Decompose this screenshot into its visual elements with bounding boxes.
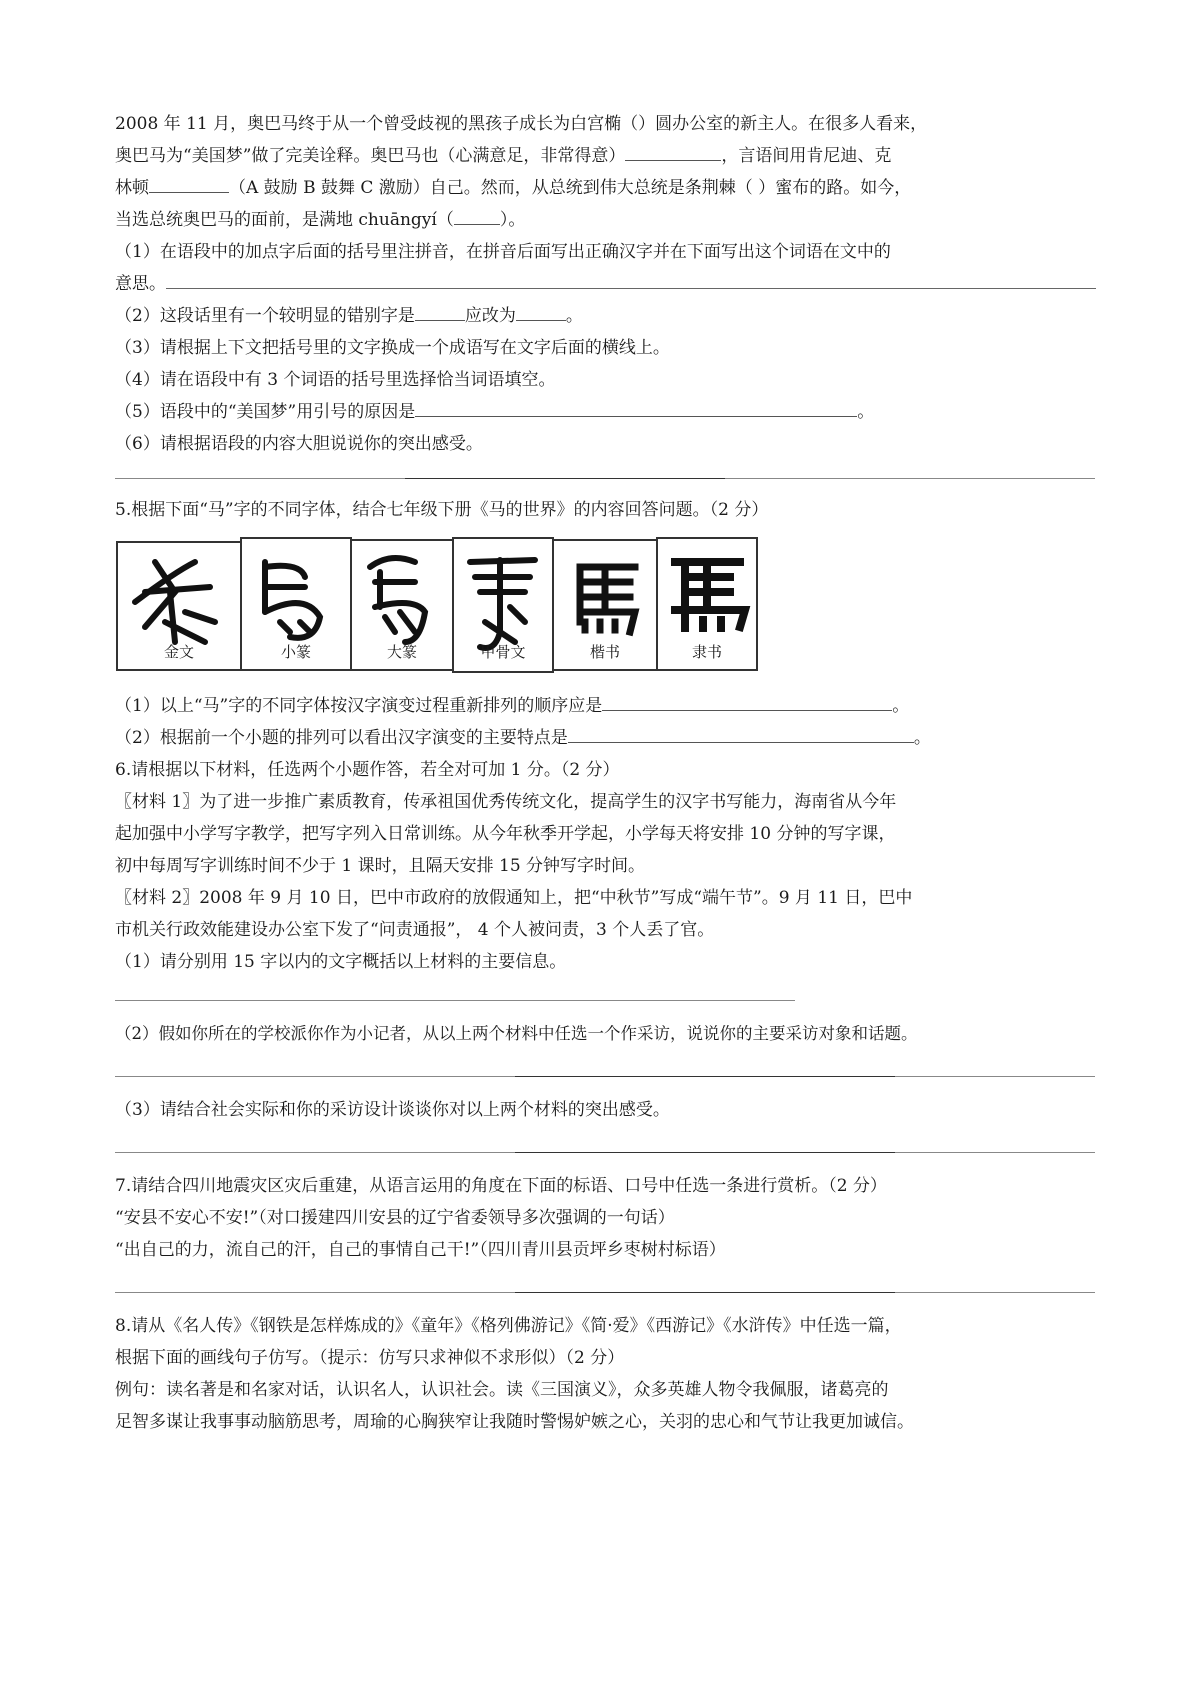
q8-example: 例句：读名著是和名家对话，认识名人，认识社会。读《三国演义》，众多英雄人物令我佩服，诸葛亮的	[115, 1380, 889, 1400]
passage-line-3	[115, 172, 1095, 204]
answer-blank[interactable]	[454, 204, 500, 225]
q6-sub-3: （3）请结合社会实际和你的采访设计谈谈你对以上两个材料的突出感受。	[115, 1100, 670, 1120]
q8-title-cont: 根据下面的画线句子仿写。（提示：仿写只求神似不求形似）（2 分）	[115, 1348, 625, 1368]
q6-title: 6.请根据以下材料，任选两个小题作答，若全对可加 1 分。（2 分）	[115, 760, 620, 780]
answer-line[interactable]	[115, 1266, 1095, 1310]
answer-line[interactable]	[115, 1050, 1095, 1094]
q8-title: 8.请从《名人传》《钢铁是怎样炼成的》《童年》《格列佛游记》《简·爱》《西游记》《水浒传》中任选一篇，	[115, 1316, 902, 1336]
passage-text: 当选总统奥巴马的面前，是满地 chuāngyí（	[115, 210, 454, 230]
answer-line[interactable]	[115, 1126, 1095, 1170]
q7-title: 7.请结合四川地震灾区灾后重建，从语言运用的角度在下面的标语、口号中任选一条进行赏析。（2 分）	[115, 1176, 887, 1196]
q8-example-cont: 足智多谋让我事事动脑筋思考，周瑜的心胸狭窄让我随时警惕妒嫉之心，关羽的忠心和气节让我更加诚信。	[115, 1412, 914, 1432]
answer-blank[interactable]	[516, 300, 566, 321]
q4-sub-2	[115, 300, 1095, 332]
q4-sub-6: （6）请根据语段的内容大胆说说你的突出感受。	[115, 434, 483, 454]
q4-sub-4: （4）请在语段中有 3 个词语的括号里选择恰当词语填空。	[115, 370, 556, 390]
q6-material-1-cont: 初中每周写字训练时间不少于 1 课时，且隔天安排 15 分钟写字时间。	[115, 856, 646, 876]
q6-material-1-cont: 起加强中小学写字教学，把写字列入日常训练。从今年秋季开学起，小学每天将安排 10 分钟的写字课，	[115, 824, 896, 844]
q4-sub-1: （1）在语段中的加点字后面的括号里注拼音，在拼音后面写出正确汉字并在下面写出这个词语在文中的	[115, 242, 891, 262]
q7-slogan-2: “出自己的力，流自己的汗，自己的事情自己干!”（四川青川县贡坪乡枣树村标语）	[115, 1240, 726, 1260]
q-text: （5）语段中的“美国梦”用引号的原因是	[115, 402, 416, 422]
script-label-dazhuan: 大篆	[386, 643, 417, 661]
q-text: 。	[892, 696, 910, 716]
answer-line[interactable]	[166, 268, 1096, 289]
script-label-lishu: 隶书	[691, 643, 722, 661]
answer-line[interactable]	[115, 978, 1095, 1018]
q-text: （1）以上“马”字的不同字体按汉字演变过程重新排列的顺序应是	[115, 696, 603, 716]
ma-script-figure	[115, 532, 797, 682]
answer-blank[interactable]	[415, 300, 465, 321]
q5-sub-1	[115, 690, 1095, 722]
q6-material-2: 〖材料 2〗2008 年 9 月 10 日，巴中市政府的放假通知上，把“中秋节”写成“端午节”。9 月 11 日，巴中	[115, 888, 913, 908]
script-label-jiaguwen: 甲骨文	[480, 643, 526, 661]
passage-line-1: 2008 年 11 月，奥巴马终于从一个曾受歧视的黑孩子成长为白宫椭（）圆办公室的新主人。在很多人看来，	[115, 114, 928, 134]
passage-text: （A 鼓励 B 鼓舞 C 激励）自己。然而，从总统到伟大总统是条荆棘（ ）蜜布的路。如今，	[229, 178, 912, 198]
answer-blank[interactable]	[149, 172, 229, 193]
passage-text: ）。	[499, 210, 526, 230]
answer-blank[interactable]	[568, 722, 914, 743]
answer-blank[interactable]	[625, 140, 721, 161]
q-text: 应改为	[464, 306, 516, 326]
q6-material-2-cont: 市机关行政效能建设办公室下发了“问责通报”， 4 个人被问责，3 个人丢了官。	[115, 920, 715, 940]
passage-text: 林顿	[115, 178, 149, 198]
q-text: 。	[857, 402, 875, 422]
q4-sub-3: （3）请根据上下文把括号里的文字换成一个成语写在文字后面的横线上。	[115, 338, 670, 358]
passage-line-4	[115, 204, 1095, 236]
script-label-jinwen: 金文	[163, 643, 194, 661]
script-label-xiaozhuan: 小篆	[280, 643, 311, 661]
script-label-kaishu: 楷书	[589, 643, 620, 661]
q-text: 。	[913, 728, 931, 748]
q7-slogan-1: “安县不安心不安!”（对口援建四川安县的辽宁省委领导多次强调的一句话）	[115, 1208, 675, 1228]
answer-line[interactable]	[115, 460, 1095, 494]
q4-sub-5	[115, 396, 1095, 428]
passage-text: ，言语间用肯尼迪、克	[721, 146, 892, 166]
q-text: （2）根据前一个小题的排列可以看出汉字演变的主要特点是	[115, 728, 568, 748]
q5-sub-2	[115, 722, 1095, 754]
exam-page	[115, 108, 1095, 1438]
q6-sub-2: （2）假如你所在的学校派你作为小记者，从以上两个材料中任选一个作采访，说说你的主要采访对象和话题。	[115, 1024, 918, 1043]
q-text: 。	[565, 306, 583, 326]
answer-blank[interactable]	[602, 690, 892, 711]
passage-line-2	[115, 140, 1095, 172]
q6-material-1: 〖材料 1〗为了进一步推广素质教育，传承祖国优秀传统文化，提高学生的汉字书写能力，海南省从今年	[115, 792, 897, 812]
passage-text: 奥巴马为“美国梦”做了完美诠释。奥巴马也（心满意足，非常得意）	[115, 146, 626, 166]
q5-title: 5.根据下面“马”字的不同字体，结合七年级下册《马的世界》的内容回答问题。（2 分）	[115, 500, 769, 520]
answer-blank[interactable]	[415, 396, 857, 417]
q-text: 意思。	[115, 274, 166, 294]
q6-sub-1: （1）请分别用 15 字以内的文字概括以上材料的主要信息。	[115, 952, 567, 972]
q-text: （2）这段话里有一个较明显的错别字是	[115, 306, 415, 326]
q4-sub-1-cont	[115, 268, 1095, 300]
